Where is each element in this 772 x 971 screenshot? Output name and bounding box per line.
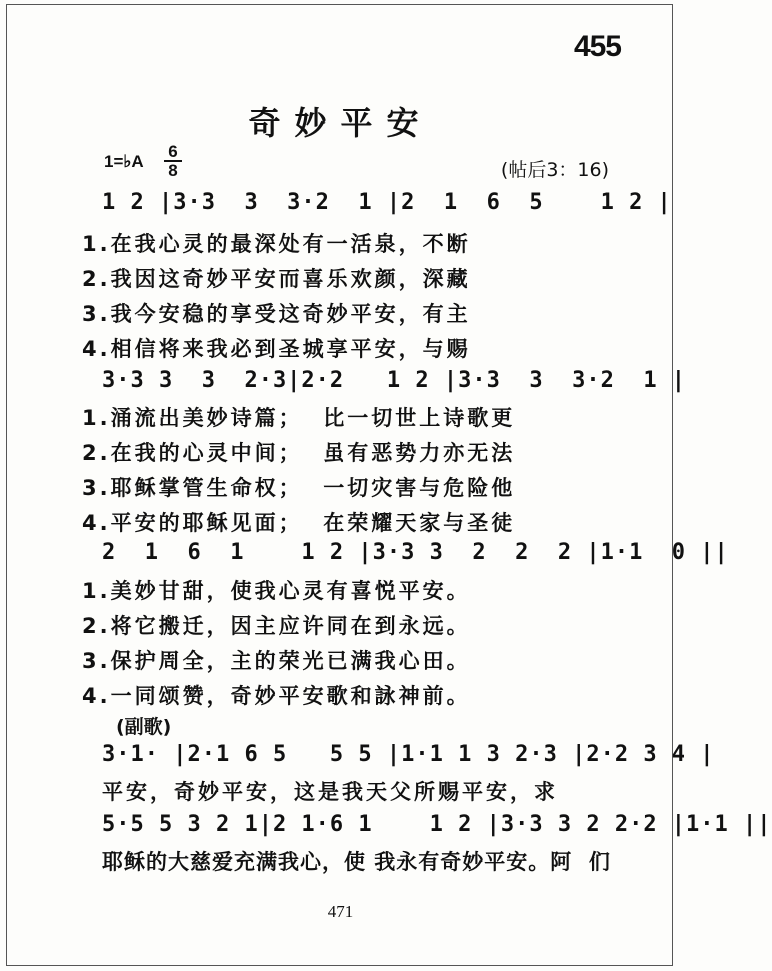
time-signature <box>164 143 182 179</box>
lyric-line: 平安，奇妙平安，这是我天父所赐平安，求 <box>102 780 558 804</box>
lyric-line: 1.美妙甘甜，使我心灵有喜悦平安。 <box>82 579 471 603</box>
time-numerator: 6 <box>168 142 178 161</box>
notation-line: 3·1· |2·1 6 5 5 5 |1·1 1 3 2·3 |2·2 3 4 | <box>102 742 715 767</box>
key-signature <box>104 142 178 180</box>
lyric-line: 4.相信将来我必到圣城享平安，与赐 <box>82 337 471 361</box>
lyric-line: 3.耶稣掌管生命权； 一切灾害与危险他 <box>82 476 516 500</box>
lyric-line: 2.将它搬迁，因主应许同在到永远。 <box>82 614 471 638</box>
lyric-line: 1.在我心灵的最深处有一活泉，不断 <box>82 232 471 256</box>
lyric-line: 1.涌流出美妙诗篇； 比一切世上诗歌更 <box>82 406 516 430</box>
lyric-line: 耶稣的大慈爱充满我心，使 我永有奇妙平安。阿 们 <box>102 850 611 874</box>
lyric-line: 4.平安的耶稣见面； 在荣耀天家与圣徒 <box>82 511 516 535</box>
lyric-line: 2.在我的心灵中间； 虽有恶势力亦无法 <box>82 441 516 465</box>
lyric-line: 3.我今安稳的享受这奇妙平安，有主 <box>82 302 471 326</box>
notation-line: 2 1 6 1 1 2 |3·3 3 2 2 2 |1·1 0 || <box>102 540 729 565</box>
notation-line: 3·3 3 3 2·3|2·2 1 2 |3·3 3 3·2 1 | <box>102 368 687 393</box>
notation-line: 1 2 |3·3 3 3·2 1 |2 1 6 5 1 2 | <box>102 190 672 215</box>
lyric-line: 4.一同颂赞，奇妙平安歌和詠神前。 <box>82 684 471 708</box>
hymn-title: 奇妙平安 <box>248 104 433 142</box>
hymn-number: 455 <box>573 30 621 63</box>
page-number: 471 <box>327 902 354 921</box>
key-label: 1=♭A <box>104 152 144 171</box>
lyric-line: 2.我因这奇妙平安而喜乐欢颜，深藏 <box>82 267 471 291</box>
chorus-label: (副歌) <box>116 716 172 738</box>
notation-line: 5·5 5 3 2 1|2 1·6 1 1 2 |3·3 3 2 2·2 |1·1 || <box>102 812 772 837</box>
scripture-reference: (帖后3：16) <box>500 159 609 181</box>
time-denominator: 8 <box>168 161 178 180</box>
lyric-line: 3.保护周全，主的荣光已满我心田。 <box>82 649 471 673</box>
